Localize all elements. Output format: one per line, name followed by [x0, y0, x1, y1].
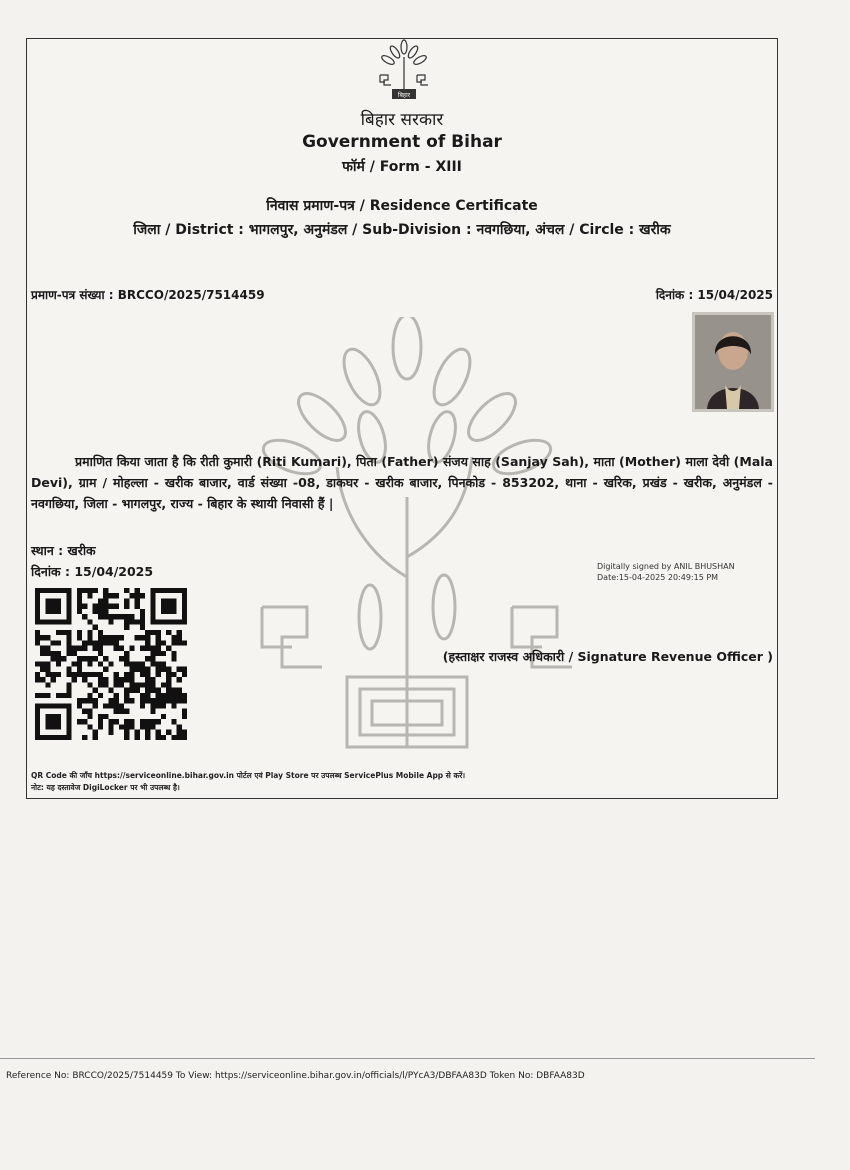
- certificate-body: प्रमाणित किया जाता है कि रीती कुमारी (Riti Kumari), पिता (Father) संजय साह (Sanjay Sah), माता (Mother) माला देवी (Mala Devi), ग्राम / मोहल्ला - खरीक बाजार, वार्ड संख्या -08, डाकघर - खरीक बाजार, पिनकोड - 853202, थाना - खरिक, प्रखंड - खरीक, अनुमंडल - नवगछिया, जिला - भागलपुर, राज्य - बिहार के स्थायी निवासी हैं |: [31, 454, 773, 511]
- footnote-digilocker: नोट: यह दस्तावेज DigiLocker पर भी उपलब्ध है।: [31, 783, 180, 792]
- issue-date: दिनांक : 15/04/2025: [31, 564, 154, 579]
- title-english: Government of Bihar: [302, 132, 502, 152]
- issue-place: स्थान : खरीक: [31, 543, 96, 558]
- digital-signature-signer: Digitally signed by ANIL BHUSHAN: [597, 562, 735, 571]
- certificate-date: दिनांक : 15/04/2025: [655, 288, 773, 302]
- bihar-emblem-watermark: [242, 317, 572, 757]
- reference-line: Reference No: BRCCO/2025/7514459 To View: https://serviceonline.bihar.gov.in/officials/l/PYcA3/DBFAA83D Token No: DBFAA83D: [6, 1071, 585, 1081]
- title-hindi: बिहार सरकार: [360, 110, 444, 130]
- footnote: [31, 770, 465, 794]
- signature-label: (हस्ताक्षर राजस्व अधिकारी / Signature Revenue Officer ): [442, 649, 773, 664]
- qr-code: [35, 588, 187, 740]
- certificate-number: प्रमाण-पत्र संख्या : BRCCO/2025/7514459: [31, 288, 265, 302]
- digital-signature: [597, 561, 735, 583]
- svg-text:बिहार: बिहार: [397, 92, 411, 99]
- footer-divider: [0, 1058, 815, 1059]
- applicant-photo: [692, 312, 774, 412]
- digital-signature-date: Date:15-04-2025 20:49:15 PM: [597, 573, 719, 582]
- footnote-qr-verification: QR Code की जाँच https://serviceonline.bihar.gov.in पोर्टल एवं Play Store पर उपलब्ध ServicePlus Mobile App से करें।: [31, 771, 466, 780]
- form-number: फॉर्म / Form - XIII: [342, 159, 462, 175]
- bihar-emblem-logo: [374, 39, 434, 101]
- district-line: जिला / District : भागलपुर, अनुमंडल / Sub-Division : नवगछिया, अंचल / Circle : खरीक: [133, 222, 671, 238]
- certificate-title: निवास प्रमाण-पत्र / Residence Certificate: [266, 198, 538, 214]
- certificate-frame: [26, 38, 778, 799]
